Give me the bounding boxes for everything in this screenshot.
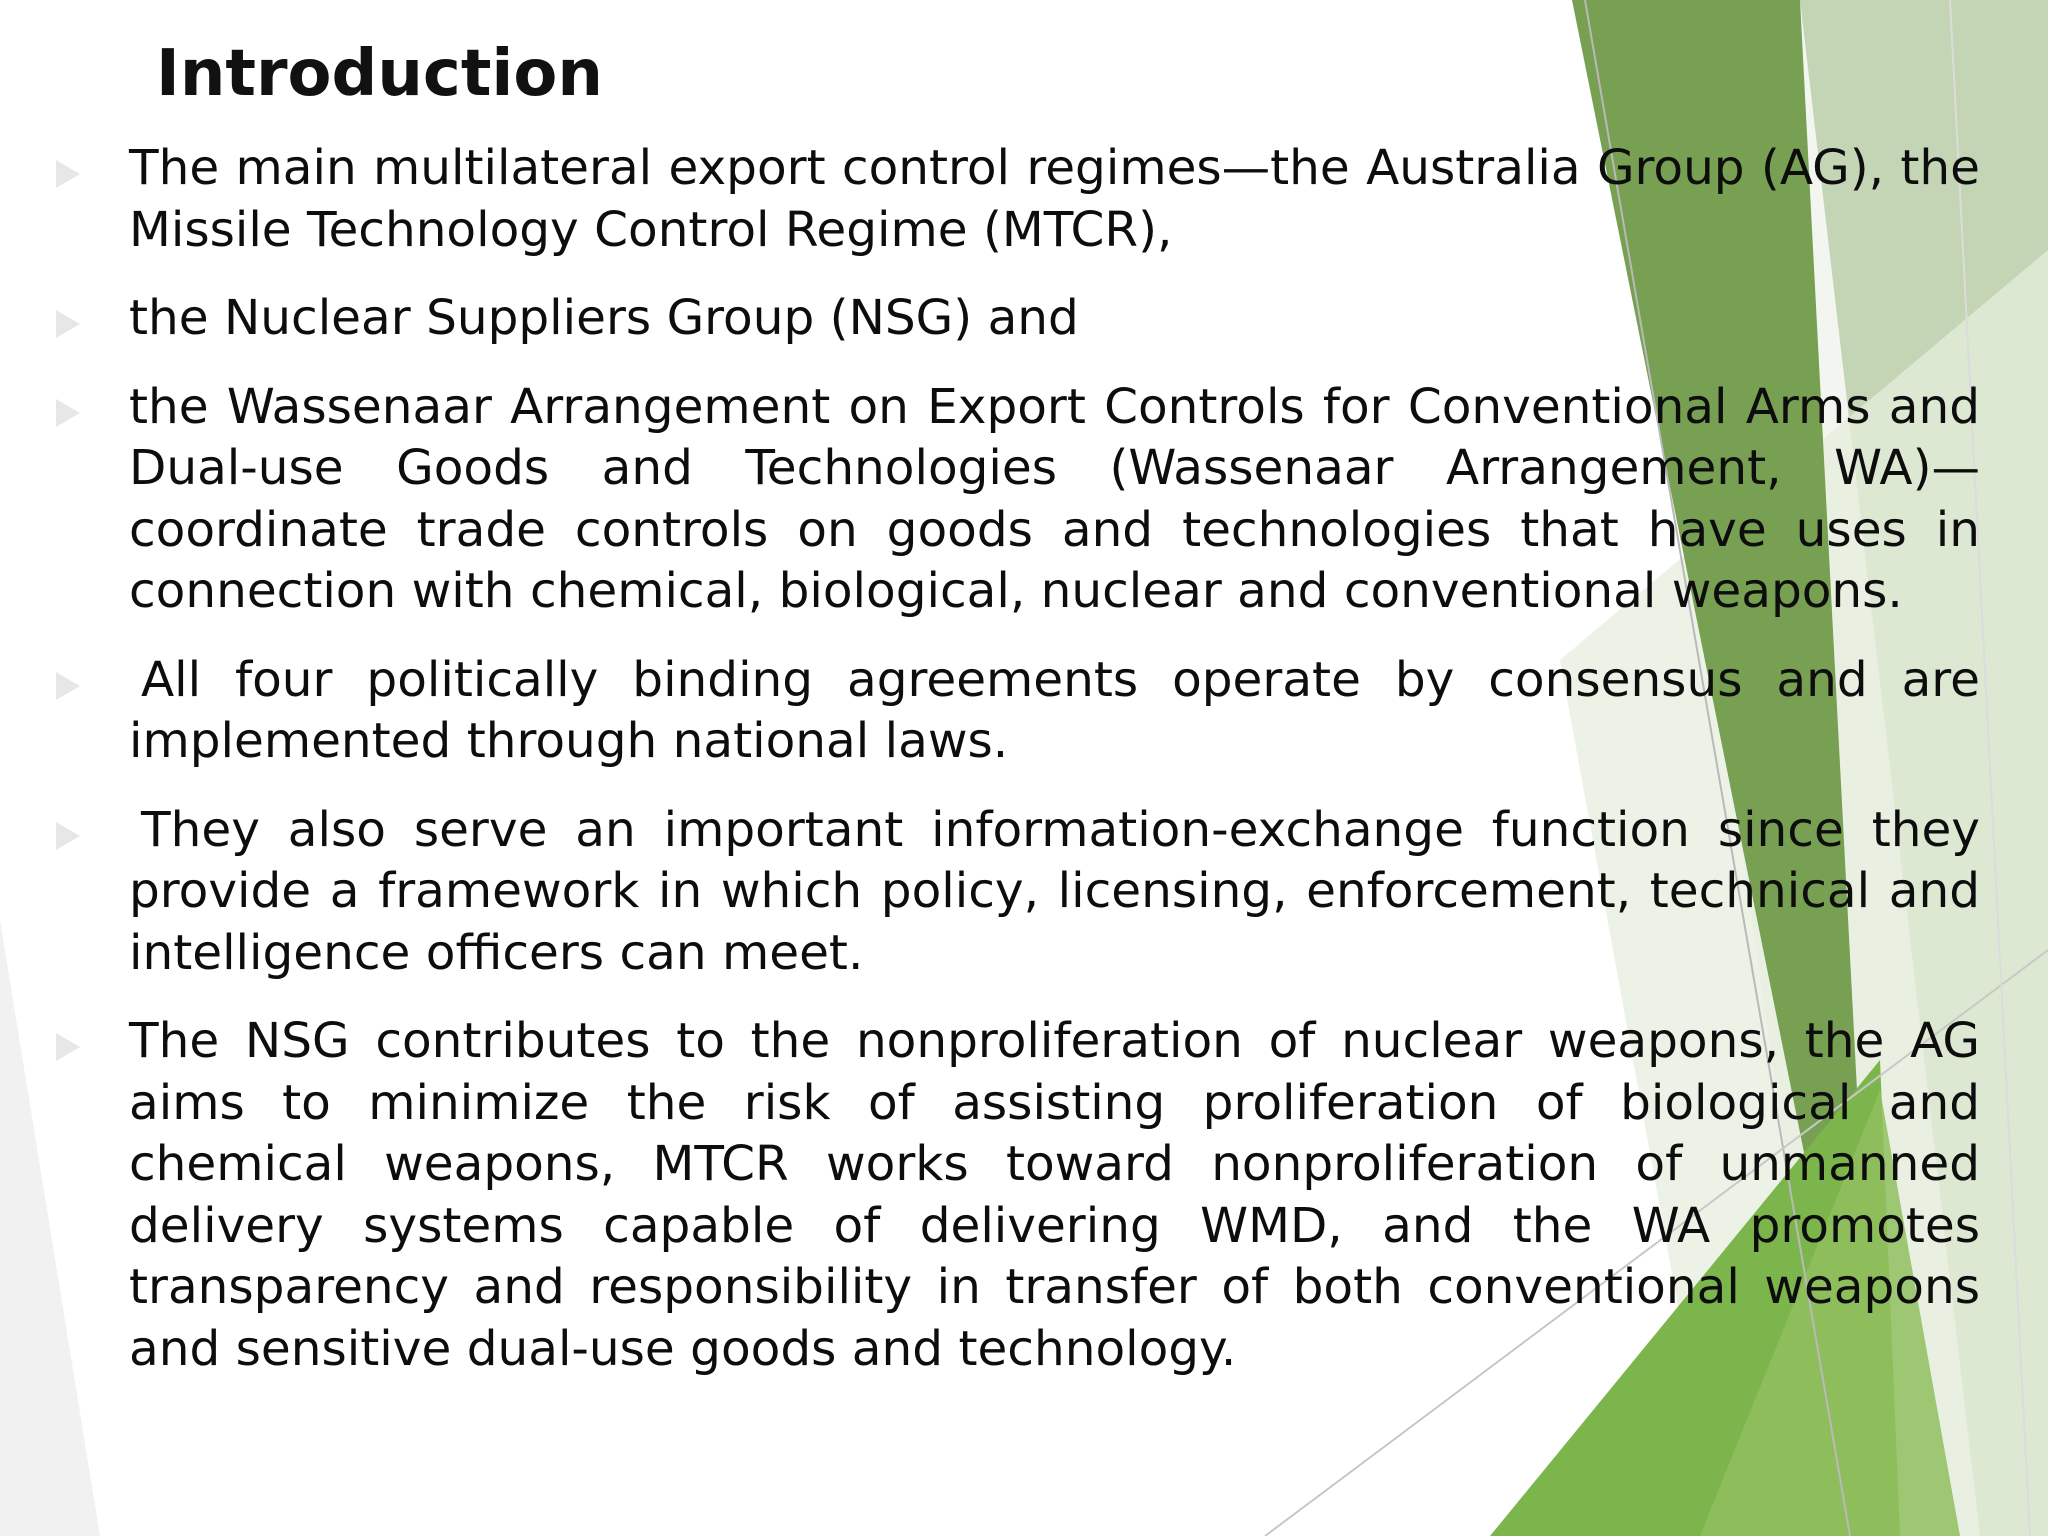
triangle-bullet-icon <box>56 399 80 427</box>
bullet-item <box>52 650 1980 773</box>
triangle-bullet-icon <box>56 1033 80 1061</box>
bullet-text: the Wassenaar Arrangement on Export Controls for Conventional Arms and Dual-use Goods and Technologies (Wassenaar Arrangement, WA)—coordinate trade controls on goods and technologies that have uses in connection with chemical, biological, nuclear and conventional weapons. <box>129 378 1980 619</box>
triangle-bullet-icon <box>56 160 80 188</box>
slide-title: Introduction <box>156 37 603 111</box>
triangle-bullet-icon <box>56 310 80 338</box>
bullet-item <box>52 377 1980 623</box>
triangle-bullet-icon <box>56 822 80 850</box>
bullet-text: The NSG contributes to the nonproliferation of nuclear weapons, the AG aims to minimize the risk of assisting proliferation of biological and chemical weapons, MTCR works toward nonproliferation of unmanned delivery systems capable of delivering WMD, and the WA promotes transparency and responsibility in transfer of both conventional weapons and sensitive dual-use goods and technology. <box>129 1013 1980 1377</box>
bullet-item <box>52 1011 1980 1380</box>
bullet-item <box>52 138 1980 261</box>
bullet-item <box>52 800 1980 985</box>
bullet-text: All four politically binding agreements operate by consensus and are implemented through national laws. <box>129 651 1980 769</box>
bullet-item <box>52 288 1980 350</box>
bullet-list <box>52 138 1980 1407</box>
bullet-text: the Nuclear Suppliers Group (NSG) and <box>129 290 1079 346</box>
bullet-text: They also serve an important information-exchange function since they provide a framework in which policy, licensing, enforcement, technical and intelligence officers can meet. <box>129 801 1980 981</box>
bullet-text: The main multilateral export control regimes—the Australia Group (AG), the Missile Technology Control Regime (MTCR), <box>129 140 1980 258</box>
triangle-bullet-icon <box>56 672 80 700</box>
